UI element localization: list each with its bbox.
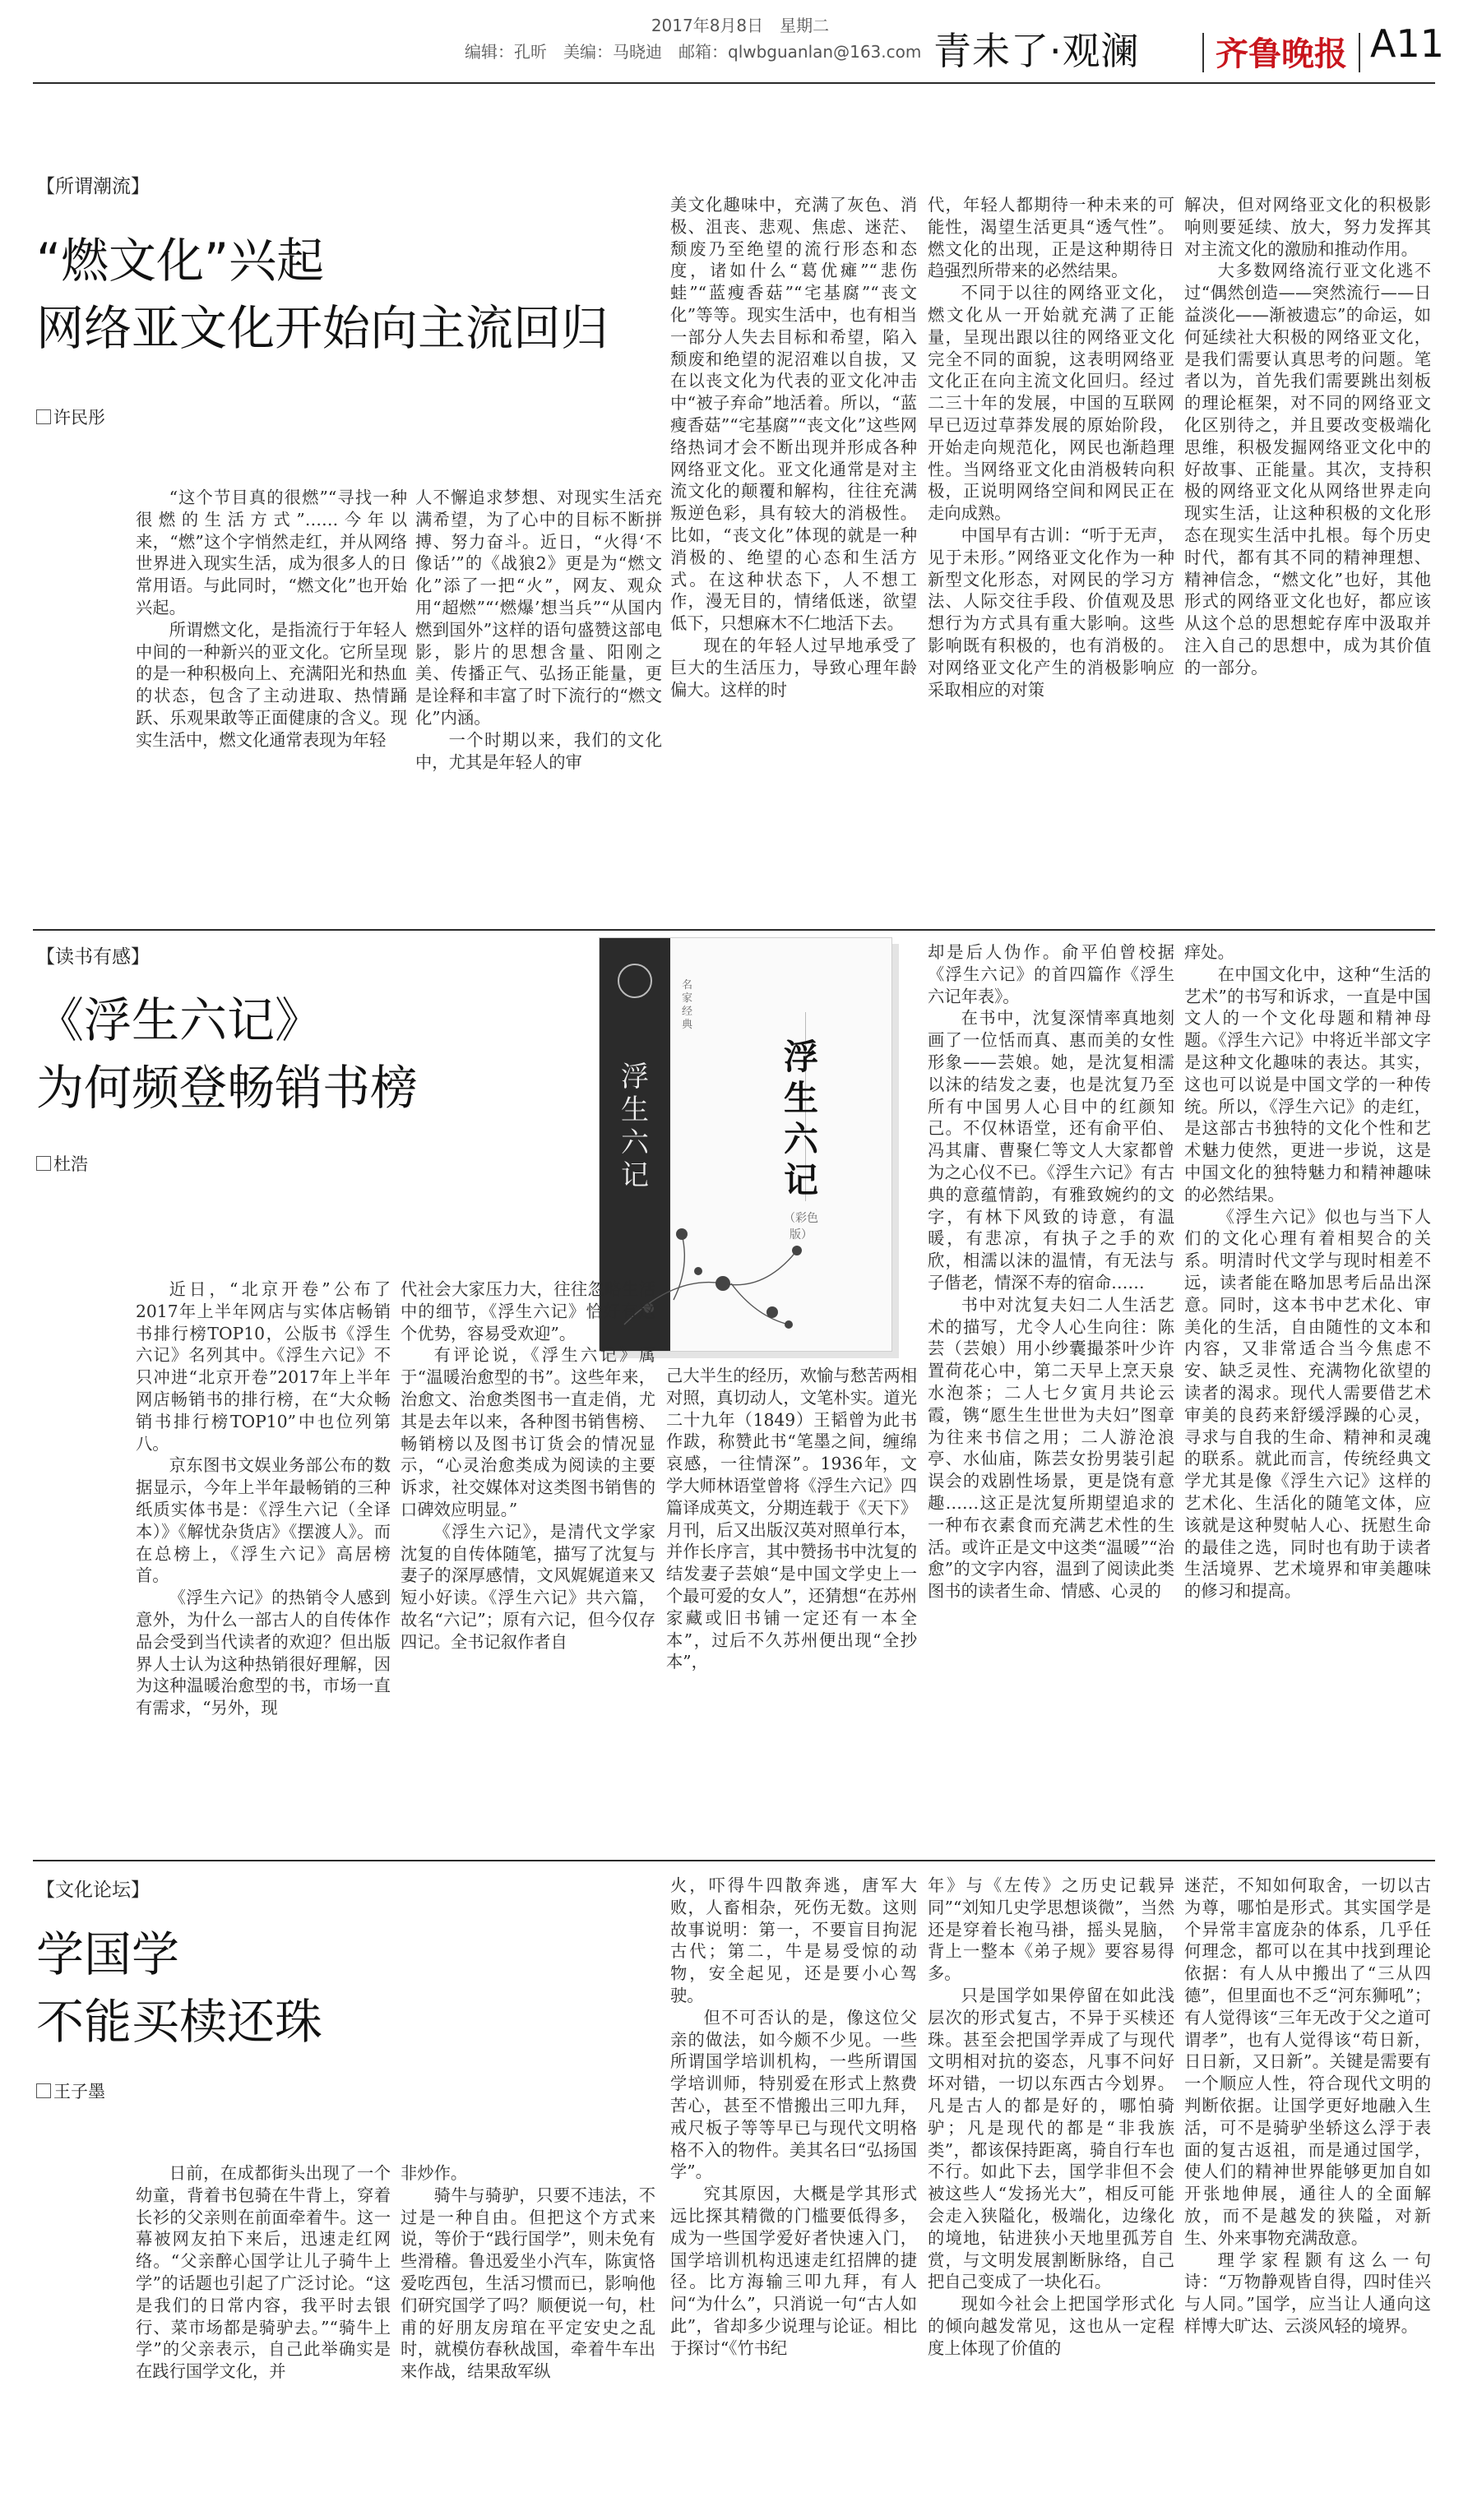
byline xyxy=(36,405,105,429)
paragraph: 现如今社会上把国学形式化的倾向越发常见，这也从一定程度上体现了价值的 xyxy=(928,2294,1174,2358)
paragraph: 一个时期以来，我们的文化中，尤其是年轻人的审 xyxy=(415,729,662,772)
header-rule xyxy=(33,82,1435,84)
headline-line: “燃文化”兴起 xyxy=(36,233,325,289)
paragraph: 但不可否认的是，像这位父亲的做法，如今颇不少见。一些所谓国学培训机构，一些所谓国学培训师，特别爱在形式上熬费苦心，甚至不惜搬出三叩九拜，戒尺板子等等早已与现代文明格格不入的物件。美其名曰“弘扬国学”。 xyxy=(670,2007,917,2182)
paragraph: 在中国文化中，这种“生活的艺术”的书写和诉求，一直是中国文人的一个文化母题和精神母题。《浮生六记》中将近半部文字是这种文化趣味的表达。其实，这也可以说是中国文学的一种传统。所以，《浮生六记》的走红，是这部古书独特的文化个性和艺术魅力使然，更进一步说，这是中国文化的独特魅力和精神趣味的必然结果。 xyxy=(1184,964,1431,1205)
paragraph: 《浮生六记》似也与当下人们的文化心理有着相契合的关系。明清时代文学与现时相差不远，读者能在略加思考后品出深意。同时，这本书中艺术化、审美化的生活，自由随性的文本和内容，又非常适合当今焦虑不安、缺乏灵性、充满物化欲望的读者的渴求。现代人需要借艺术审美的良药来舒缓浮躁的心灵，寻求与自我的生命、精神和灵魂的联系。就此而言，传统经典文学尤其是像《浮生六记》这样的艺术化、生活化的随笔文体，应该就是这种熨帖人心、抚慰生命的最佳之选，同时也有助于读者生活境界、艺术境界和审美趣味的修习和提高。 xyxy=(1184,1206,1431,1602)
paragraph: 火，吓得牛四散奔逃，唐军大败，人畜相杂，死伤无数。这则故事说明：第一，不要盲目拘泥古代；第二，牛是易受惊的动物，安全起见，还是要小心驾驶。 xyxy=(670,1875,917,2005)
article-column xyxy=(928,1875,1174,2508)
paragraph: 《浮生六记》的热销令人感到意外，为什么一部古人的自传体作品会受到当代读者的欢迎？但出版界人士认为这种热销很好理解，因为这种温暖治愈型的书，市场一直有需求，“另外，现 xyxy=(136,1588,391,1718)
paragraph: 非炒作。 xyxy=(401,2163,468,2183)
section-divider xyxy=(33,929,1435,931)
article-headline xyxy=(36,987,546,1121)
paragraph: “这个节目真的很燃”“寻找一种很燃的生活方式”……今年以来，“燃”这个字悄然走红，并从网络世界进入现实生活，成为很多人的日常用语。与此同时，“燃文化”也开始兴起。 xyxy=(136,488,407,617)
paragraph: 书中对沈复夫妇二人生活艺术的描写，尤令人心生向往：陈芸（芸娘）用小纱囊撮茶叶少许置荷花心中，第二天早上烹天泉水泡茶；二人七夕寅月共论云霞，镌“愿生生世世为夫妇”图章为往来书信之用；二人游沧浪亭、水仙庙，陈芸女扮男装引起误会的戏剧性场景，更是饶有意趣……这正是沈复所期望追求的一种布衣素食而充满艺术性的生活。或许正是文中这类“温暖”“治愈”的文字内容，温到了阅读此类图书的读者生命、情感、心灵的 xyxy=(928,1294,1174,1602)
article-column xyxy=(670,1875,917,2508)
paragraph: 只是国学如果停留在如此浅层次的形式复古，不异于买椟还珠。甚至会把国学弄成了与现代文明相对抗的姿态，凡事不问好坏对错，一切以东西古今划界。凡是古人的都是好的，哪怕骑驴；凡是现代的都是“非我族类”，都该保持距离，骑自行车也不行。如此下去，国学非但不会被这些人“发扬光大”，相反可能会走入狭隘化，极端化，边缘化的境地，钻进狭小天地里孤芳自赏，与文明发展割断脉络，自己把自己变成了一块化石。 xyxy=(928,1985,1174,2292)
paragraph: 痒处。 xyxy=(1184,942,1234,962)
byline-box xyxy=(36,2083,51,2098)
section-tag: 【所谓潮流】 xyxy=(36,176,150,197)
headline-line: 为何频登畅销书榜 xyxy=(36,1060,419,1116)
byline-box xyxy=(36,1156,51,1171)
paragraph: 京东图书文娱业务部公布的数据显示，今年上半年最畅销的三种纸质实体书是：《浮生六记（全译本）》《解忧杂货店》《摆渡人》。而在总榜上，《浮生六记》高居榜首。 xyxy=(136,1455,391,1586)
paragraph: 代，年轻人都期待一种未来的可能性，渴望生活更具“透气性”。燃文化的出现，正是这种期待日趋强烈所带来的必然结果。 xyxy=(928,195,1174,281)
paragraph: 己大半生的经历，欢愉与愁苦两相对照，真切动人，文笔朴实。道光二十九年（1849）王韬曾为此书作跋，称赞此书“笔墨之间，缠绵哀感，一往情深”。1936年，文学大师林语堂曾将《浮生六记》四篇译成英文，分期连载于《天下》月刊，后又出版汉英对照单行本，并作长序言，其中赞扬书中沈复的结发妻子芸娘“是中国文学史上一个最可爱的女人”，还猜想“在苏州家藏或旧书铺一定还有一本全本”，过后不久苏州便出现“全抄本”， xyxy=(666,1366,917,1672)
page-number: A11 xyxy=(1370,21,1445,66)
cover-series: 名家经典 xyxy=(682,979,693,1031)
header-divider xyxy=(1359,33,1360,72)
spine-title: 浮生六记 xyxy=(621,1061,649,1192)
paragraph: 代社会大家压力大，往往忽略生活中的细节，《浮生六记》恰好有这个优势，容易受欢迎”。 xyxy=(401,1279,655,1343)
article-column xyxy=(401,1278,655,1805)
byline xyxy=(36,2078,105,2103)
paragraph: 不同于以往的网络亚文化，燃文化从一开始就充满了正能量，呈现出跟以往的网络亚文化完全不同的面貌，这表明网络亚文化正在向主流文化回归。经过二三十年的发展，中国的互联网早已迈过草莽发展的原始阶段，开始走向规范化，网民也渐趋理性。当网络亚文化由消极转向积极，正说明网络空间和网民正在走向成熟。 xyxy=(928,283,1174,524)
paragraph: 大多数网络流行亚文化逃不过“偶然创造——突然流行——日益淡化——渐被遗忘”的命运，如何延续社大积极的网络亚文化，是我们需要认真思考的问题。笔者以为，首先我们需要跳出刻板的理论框架，对不同的网络亚文化区别待之，并且要改变极端化思维，积极发掘网络亚文化中的好故事、正能量。其次，支持积极的网络亚文化从网络世界走向现实生活，让这种积极的文化形态在现实生活中扎根。每个历史时代，都有其不同的精神理想、精神信念，“燃文化”也好，其他形式的网络亚文化也好，都应该从这个总的思想蛇存库中汲取并注入自己的思想中，成为其价值的一部分。 xyxy=(1184,261,1431,677)
paragraph: 近日，“北京开卷”公布了2017年上半年网店与实体店畅销书排行榜TOP10，公版书《浮生六记》名列其中。《浮生六记》不只冲进“北京开卷”2017年上半年网店畅销书的排行榜，在“大众畅销书排行榜TOP10”中也位列第八。 xyxy=(136,1279,391,1454)
article-column xyxy=(928,941,1174,1805)
headline-line: 《浮生六记》 xyxy=(36,992,323,1048)
section-tag: 【文化论坛】 xyxy=(36,1880,150,1901)
author-name: 许民彤 xyxy=(53,408,105,428)
paragraph: 骑牛与骑驴，只要不违法，不过是一种自由。但把这个方式来说，等价于“践行国学”，则未免有些滑稽。鲁迅爱坐小汽车，陈寅恪爱吃西包，生活习惯而已，影响他们研究国学了吗？顺便说一句，杜甫的好朋友房琯在平定安史之乱时，就模仿春秋战国，牵着牛车出来作战，结果敌军纵 xyxy=(401,2185,655,2382)
header-divider xyxy=(1202,33,1204,72)
headline-line: 学国学 xyxy=(36,1926,180,1982)
article-column xyxy=(1184,1875,1431,2508)
paragraph: 中国早有古训：“听于无声，见于未形。”网络亚文化作为一种新型文化形态，对网民的学习方法、人际交往手段、价值观及思想行为方式具有重大影响。这些影响既有积极的，也有消极的。对网络亚文化产生的消极影响应采取相应的对策 xyxy=(928,525,1174,700)
paragraph: 人不懈追求梦想、对现实生活充满希望，为了心中的目标不断拼搏、努力奋斗。近日，“火得‘不像话’”的《战狼2》更是为“燃文化”添了一把“火”，网友、观众用“超燃”“‘燃爆’想当兵”“从国内燃到国外”这样的语句盛赞这部电影，影片的思想含量、阳刚之美、传播正气、弘扬正能量，更是诠释和丰富了时下流行的“燃文化”内涵。 xyxy=(415,488,662,728)
headline-line: 不能买椟还珠 xyxy=(36,1994,323,2050)
paragraph: 迷茫，不知如何取舍，一切以古为尊，哪怕是形式。其实国学是个异常丰富庞杂的体系，几乎任何理念，都可以在其中找到理论依据：有人从中搬出了“三从四德”，但里面也不乏“河东狮吼”；有人觉得该“三年无改于父之道可谓孝”，也有人觉得该“苟日新，日日新，又日新”。关键是需要有一个顺应人性，符合现代文明的判断依据。让国学更好地融入生活，可不是骑驴坐轿这么浮于表面的复古返祖，而是通过国学，使人们的精神世界能够更加自如开张地伸展，通往人的全面解放，而不是越发的狭隘，对新生、外来事物充满敌意。 xyxy=(1184,1875,1431,2248)
article-column xyxy=(1184,194,1431,914)
article-column xyxy=(136,487,407,914)
section-title: 青未了·观澜 xyxy=(933,29,1140,73)
author-name: 杜浩 xyxy=(53,1154,88,1174)
article-column xyxy=(666,1365,917,1805)
article-column xyxy=(136,2162,391,2508)
section-tag: 【读书有感】 xyxy=(36,946,150,968)
paragraph: 所谓燃文化，是指流行于年轻人中间的一种新兴的亚文化。它所呈现的是一种积极向上、充满阳光和热血的状态，包含了主动进取、热情踊跃、乐观果敢等正面健康的含义。现实生活中，燃文化通常表现为年轻 xyxy=(136,619,407,750)
newspaper-logo: 齐鲁晚报 xyxy=(1216,35,1347,73)
article-column xyxy=(401,2162,655,2508)
editors-line: 编辑：孔昕 美编：马晓迪 邮箱：qlwbguanlan@163.com xyxy=(465,42,922,62)
article-headline xyxy=(36,227,661,362)
article-column xyxy=(928,194,1174,914)
author-name: 王子墨 xyxy=(53,2082,105,2102)
headline-line: 网络亚文化开始向主流回归 xyxy=(36,300,609,356)
paragraph: 美文化趣味中，充满了灰色、消极、沮丧、悲观、焦虑、迷茫、颓废乃至绝望的流行形态和态度，诸如什么“葛优瘫”“悲伤蛙”“蓝瘦香菇”“宅基腐”“丧文化”等等。现实生活中，也有相当一部分人失去目标和希望，陷入颓废和绝望的泥沼难以自拔，又在以丧文化为代表的亚文化冲击中“被子弃命”地活着。所以，“蓝瘦香菇”“宅基腐”“丧文化”这些网络热词才会不断出现并形成各种网络亚文化。亚文化通常是对主流文化的颠覆和解构，往往充满叛逆色彩，具有较大的消极性。比如，“丧文化”体现的就是一种消极的、绝望的心态和生活方式。在这种状态下，人不想工作，漫无目的，情绪低迷，欲望低下，只想麻木不仁地活下去。 xyxy=(670,195,917,634)
article-column xyxy=(136,1278,391,1805)
article-headline xyxy=(36,1921,530,2055)
paragraph: 现在的年轻人过早地承受了巨大的生活压力，导致心理年龄偏大。这样的时 xyxy=(670,635,917,700)
article-column xyxy=(670,194,917,914)
paragraph: 年》与《左传》之历史记载异同”“刘知几史学思想谈微”，当然还是穿着长袍马褂，摇头晃脑，背上一整本《弟子规》要容易得多。 xyxy=(928,1875,1174,1984)
paragraph: 却是后人伪作。俞平伯曾校据《浮生六记》的首四篇作《浮生六记年表》。 xyxy=(928,942,1174,1006)
paragraph: 日前，在成都街头出现了一个幼童，背着书包骑在牛背上，穿着长衫的父亲则在前面牵着牛。这一幕被网友拍下来后，迅速走红网络。“父亲醉心国学让儿子骑牛上学”的话题也引起了广泛讨论。“这是我们的日常内容，我平时去银行、菜市场都是骑驴去。”“骑牛上学”的父亲表示，自己此举确实是在践行国学文化，并 xyxy=(136,2163,391,2382)
paragraph: 有评论说，《浮生六记》属于“温暖治愈型的书”。这些年来，治愈文、治愈类图书一直走俏，尤其是去年以来，各种图书销售榜、畅销榜以及图书订货会的情况显示，“心灵治愈类成为阅读的主要诉求，社交媒体对这类图书销售的口碑效应明显。” xyxy=(401,1345,655,1519)
cover-title: 浮生六记 xyxy=(783,1037,818,1200)
issue-date: 2017年8月8日 星期二 xyxy=(651,16,830,35)
byline-box xyxy=(36,409,51,424)
paragraph: 究其原因，大概是学其形式远比探其精微的门槛要低得多，成为一些国学爱好者快速入门，国学培训机构迅速走红招牌的捷径。比方海输三叩九拜，有人问“为什么”，只消说一句“古人如此”，省却多少说理与论证。相比于探讨“《竹书纪 xyxy=(670,2184,917,2358)
article-column xyxy=(1184,941,1431,1805)
cover-subtitle: （彩色版） xyxy=(784,1212,818,1242)
article-column xyxy=(415,487,662,914)
paragraph: 解决，但对网络亚文化的积极影响则要延续、放大，努力发挥其对主流文化的激励和推动作用。 xyxy=(1184,195,1431,259)
byline xyxy=(36,1151,88,1176)
paragraph: 《浮生六记》，是清代文学家沈复的自传体随笔，描写了沈复与妻子的深厚感情，文风娓娓道来又短小好读。《浮生六记》共六篇，故名“六记”；原有六记，但今仅存四记。全书记叙作者自 xyxy=(401,1521,655,1652)
section-divider xyxy=(33,1860,1435,1861)
paragraph: 理学家程颢有这么一句诗：“万物静观皆自得，四时佳兴与人同。”国学，应当让人通向这样博大旷达、云淡风轻的境界。 xyxy=(1184,2250,1431,2336)
paragraph: 在书中，沈复深情率真地刻画了一位恬而真、惠而美的女性形象——芸娘。她，是沈复相濡以沫的结发之妻，也是沈复乃至所有中国男人心目中的红颜知己。不仅林语堂，还有俞平伯、冯其庸、曹聚仁等文人大家都曾为之心仪不已。《浮生六记》有古典的意蕴情韵，有雅致婉约的文字，有林下风致的诗意，有温暖，有悲凉，有执子之手的欢欣，相濡以沫的温情，有无法与子偕老，情深不寿的宿命…… xyxy=(928,1008,1174,1292)
